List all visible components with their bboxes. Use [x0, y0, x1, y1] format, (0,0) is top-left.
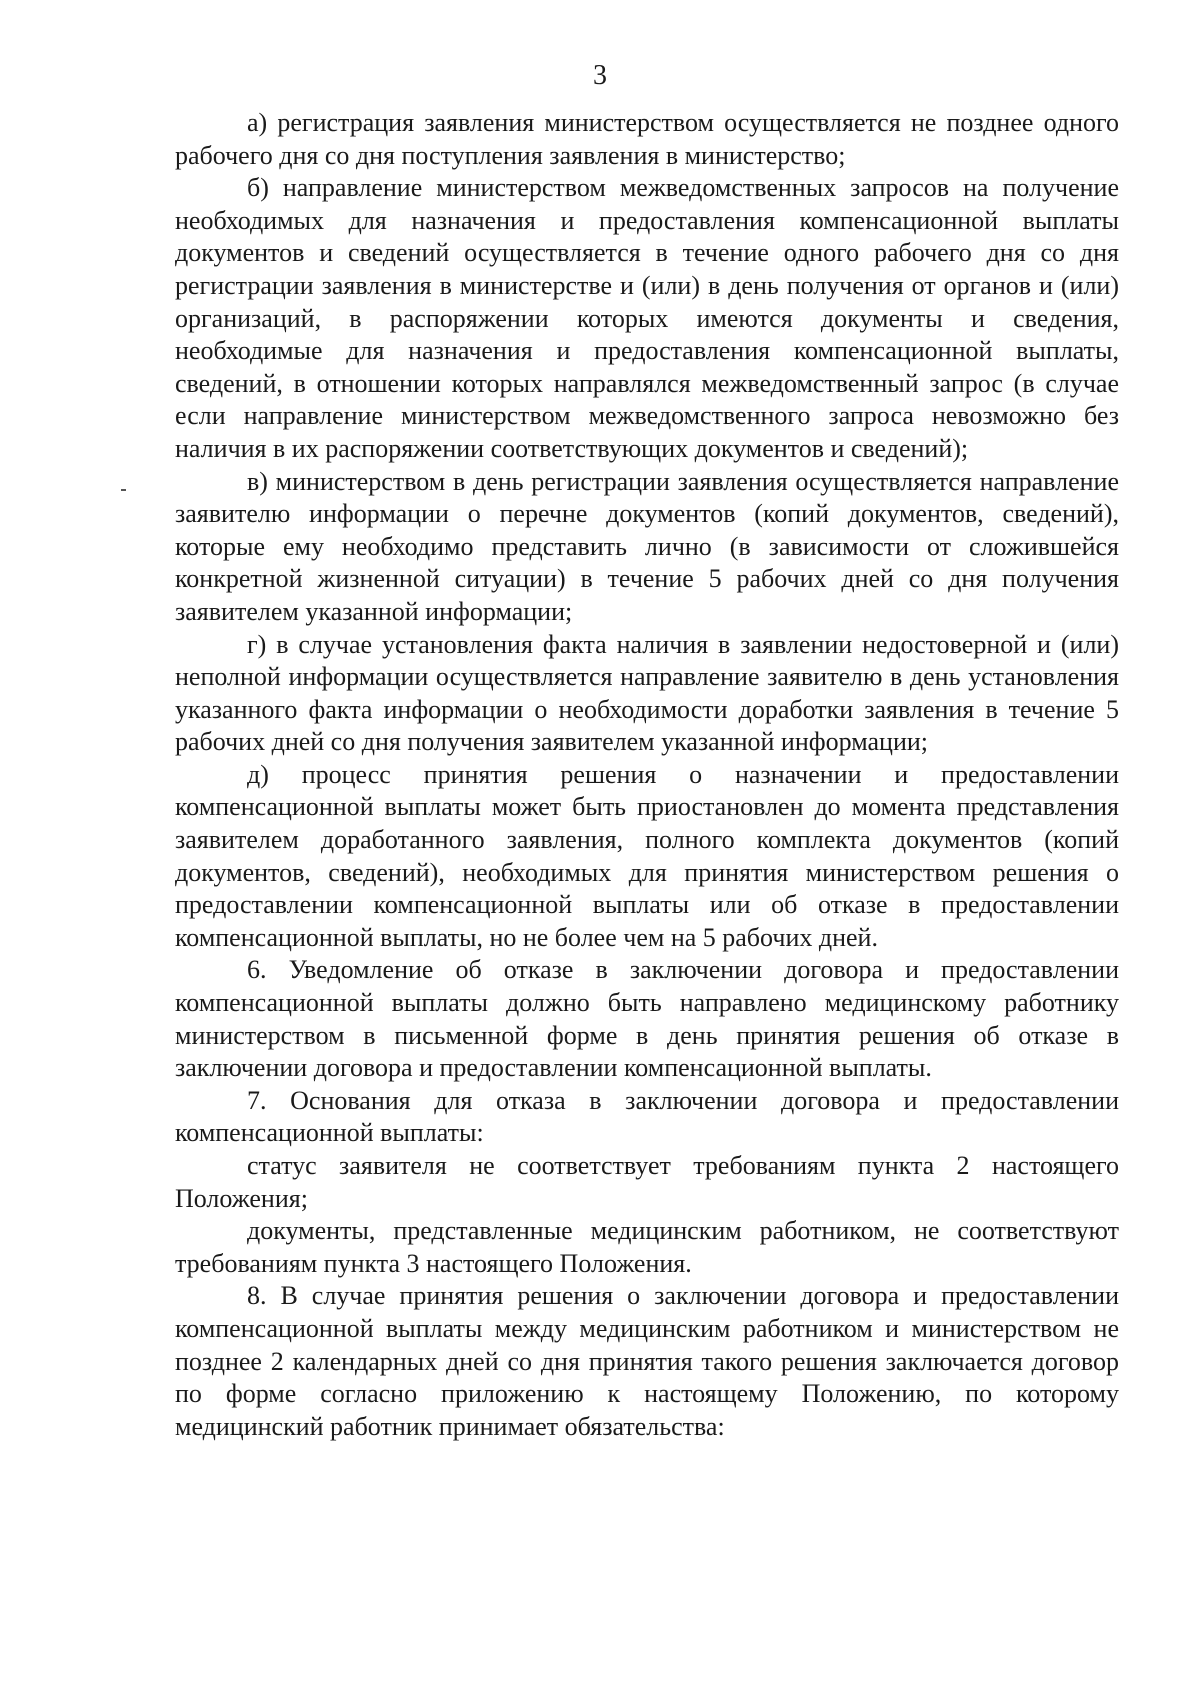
paragraph-v-document-list-notice: в) министерством в день регистрации заявления осуществляется направление заявителю информации о перечне документов (копий документов, сведений), которые ему необходимо представить лично (в зависимости от сложившейся конкретной жизненной ситуации) в течение 5 рабочих дней со дня получения заявителем указанной информации;	[175, 466, 1119, 626]
paragraph-d-suspension: д) процесс принятия решения о назначении и предоставлении компенсационной выплаты может быть приостановлен до момента представления заявителем доработанного заявления, полного комплекта документов (копий документов, сведений), необходимых для принятия министерством решения о предоставлении компенсационной выплаты или об отказе в предоставлении компенсационной выплаты, но не более чем на 5 рабочих дней.	[175, 759, 1119, 952]
paragraph-b-interagency-requests: б) направление министерством межведомственных запросов на получение необходимых для назначения и предоставления компенсационной выплаты документов и сведений осуществляется в течение одного рабочего дня со дня регистрации заявления в министерстве и (или) в день получения от органов и (или) организаций, в распоряжении которых имеются документы и сведения, необходимые для назначения и предоставления компенсационной выплаты, сведений, в отношении которых направлялся межведомственный запрос (в случае если направление министерством межведомственного запроса невозможно без наличия в их распоряжении соответствующих документов и сведений);	[175, 173, 1119, 463]
paragraph-8-contract: 8. В случае принятия решения о заключении договора и предоставлении компенсационной выплаты между медицинским работником и министерством не позднее 2 календарных дней со дня принятия такого решения заключается договор по форме согласно приложению к настоящему Положению, по которому медицинский работник принимает обязательства:	[175, 1281, 1119, 1441]
paragraph-7-refusal-grounds: 7. Основания для отказа в заключении договора и предоставлении компенсационной выплаты:	[175, 1085, 1119, 1148]
document-body	[175, 107, 1119, 1443]
paragraph-ground-status: статус заявителя не соответствует требованиям пункта 2 настоящего Положения;	[175, 1151, 1119, 1213]
paragraph-6-refusal-notice: 6. Уведомление об отказе в заключении договора и предоставлении компенсационной выплаты должно быть направлено медицинскому работнику министерством в письменной форме в день принятия решения об отказе в заключении договора и предоставлении компенсационной выплаты.	[175, 955, 1119, 1083]
paragraph-a-registration: а) регистрация заявления министерством осуществляется не позднее одного рабочего дня со дня поступления заявления в министерство;	[175, 108, 1119, 170]
paragraph-g-incomplete-information: г) в случае установления факта наличия в заявлении недостоверной и (или) неполной информации осуществляется направление заявителю в день установления указанного факта информации о необходимости доработки заявления в течение 5 рабочих дней со дня получения заявителем указанной информации;	[175, 629, 1119, 757]
scan-artifact-mark	[121, 489, 126, 491]
paragraph-ground-documents: документы, представленные медицинским работником, не соответствуют требованиям пункта 3 настоящего Положения.	[175, 1216, 1119, 1278]
page-number: 3	[593, 60, 607, 91]
